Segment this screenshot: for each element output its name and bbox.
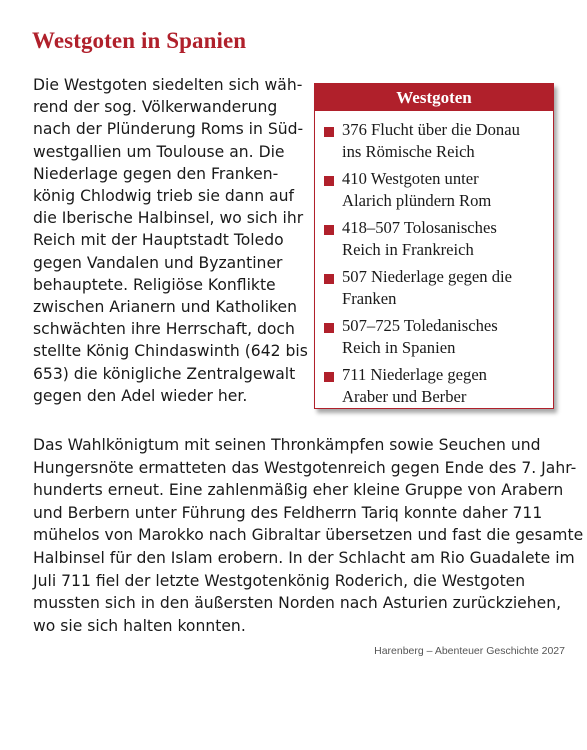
square-bullet-icon <box>324 372 334 382</box>
timeline-item-line: 376 Flucht über die Donau <box>342 120 520 139</box>
intro-paragraph <box>33 74 308 407</box>
intro-line: rend der sog. Völkerwanderung <box>33 98 278 117</box>
timeline-item <box>324 119 547 163</box>
timeline-item <box>324 315 547 359</box>
timeline-item-line: Reich in Spanien <box>342 338 456 357</box>
body-line: mühelos von Marokko nach Gibraltar übersetzen und fast die gesamte <box>33 526 584 545</box>
timeline-box-header: Westgoten <box>315 84 553 111</box>
source-credit: Harenberg – Abenteuer Geschichte 2027 <box>374 645 565 657</box>
timeline-item-line: 711 Niederlage gegen <box>342 365 487 384</box>
timeline-box <box>314 83 554 409</box>
timeline-item-line: Araber und Berber <box>342 387 467 406</box>
body-line: hunderts erneut. Eine zahlenmäßig eher kleine Gruppe von Arabern <box>33 481 564 500</box>
intro-line: schwächten ihre Herrschaft, doch <box>33 320 295 339</box>
intro-line: gegen Vandalen und Byzantiner <box>33 253 283 272</box>
square-bullet-icon <box>324 323 334 333</box>
intro-line: könig Chlodwig trieb sie dann auf <box>33 187 294 206</box>
body-line: Das Wahlkönigtum mit seinen Thronkämpfen sowie Seuchen und <box>33 436 541 454</box>
timeline-item-line: 410 Westgoten unter <box>342 169 479 188</box>
body-line: wo sie sich halten konnten. <box>33 616 246 635</box>
timeline-item-line: Reich in Frankreich <box>342 240 474 259</box>
body-line: mussten sich in den äußersten Norden nach Asturien zurückziehen, <box>33 594 562 613</box>
intro-line: zwischen Arianern und Katholiken <box>33 298 297 317</box>
square-bullet-icon <box>324 225 334 235</box>
main-paragraph <box>33 434 584 637</box>
intro-line: behauptete. Religiöse Konflikte <box>33 275 276 294</box>
timeline-item-line: 507–725 Toledanisches <box>342 316 498 335</box>
timeline-item-line: ins Römische Reich <box>342 142 475 161</box>
intro-line: westgallien um Toulouse an. Die <box>33 142 285 161</box>
square-bullet-icon <box>324 176 334 186</box>
square-bullet-icon <box>324 274 334 284</box>
intro-line: nach der Plünderung Roms in Süd- <box>33 120 304 139</box>
timeline-item <box>324 266 547 310</box>
intro-line: gegen den Adel wieder her. <box>33 386 248 405</box>
timeline-item-line: Alarich plündern Rom <box>342 191 492 210</box>
intro-line: Niederlage gegen den Franken- <box>33 164 279 183</box>
timeline-item-line: 418–507 Tolosanisches <box>342 218 497 237</box>
timeline-item <box>324 217 547 261</box>
square-bullet-icon <box>324 127 334 137</box>
intro-line: Reich mit der Hauptstadt Toledo <box>33 231 284 250</box>
intro-line: die Iberische Halbinsel, wo sich ihr <box>33 209 304 228</box>
body-line: Hungersnöte ermatteten das Westgotenreich gegen Ende des 7. Jahr- <box>33 458 577 477</box>
timeline-item-line: 507 Niederlage gegen die <box>342 267 513 286</box>
timeline-item <box>324 364 547 408</box>
page-title: Westgoten in Spanien <box>32 28 247 53</box>
intro-line: 653) die königliche Zentralgewalt <box>33 364 296 383</box>
intro-line: Die Westgoten siedelten sich wäh- <box>33 76 303 94</box>
timeline-item <box>324 168 547 212</box>
timeline-item-line: Franken <box>342 289 397 308</box>
body-line: Juli 711 fiel der letzte Westgotenkönig Roderich, die Westgoten <box>33 571 526 590</box>
intro-line: stellte König Chindaswinth (642 bis <box>33 342 308 361</box>
body-line: Halbinsel für den Islam erobern. In der Schlacht am Rio Guadalete im <box>33 548 575 567</box>
timeline-list <box>315 111 553 408</box>
body-line: und Berbern unter Führung des Feldherrn Tariq konnte daher 711 <box>33 503 543 522</box>
